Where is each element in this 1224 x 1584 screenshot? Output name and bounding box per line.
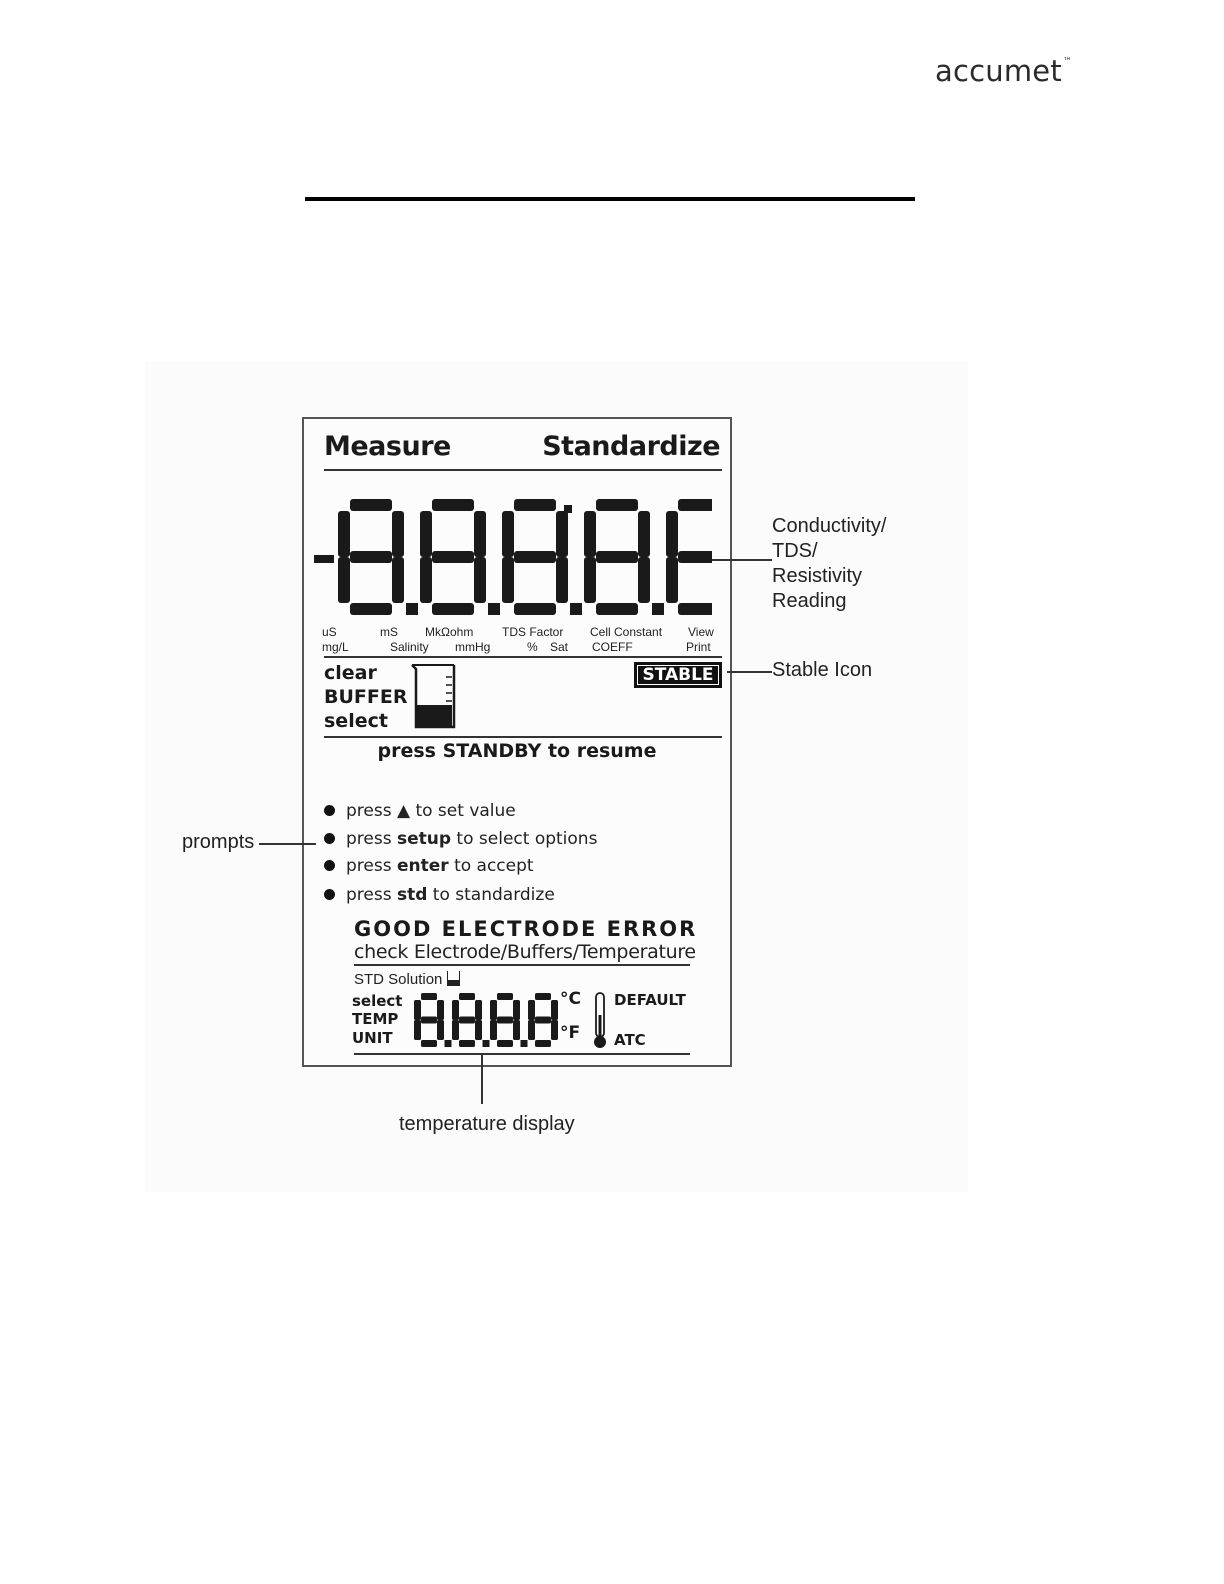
temp-digit-3-segment-f — [490, 1000, 497, 1020]
temp-digit-1-segment-f — [414, 1000, 421, 1020]
unit-sat: Sat — [550, 640, 569, 654]
main-digit-3-segment-d — [514, 603, 556, 615]
lcd-panel — [302, 417, 732, 1067]
fahrenheit-label: °F — [560, 1023, 581, 1043]
main-digit-2-segment-d — [432, 603, 474, 615]
temp-digit-4-segment-c — [551, 1020, 558, 1040]
select-temp-word: select — [352, 992, 403, 1010]
trademark-mark: ™ — [1062, 57, 1073, 67]
unit-coeff: COEFF — [592, 640, 633, 654]
main-decimal-point-2 — [488, 603, 500, 615]
temp-digit-2-segment-f — [452, 1000, 459, 1020]
main-digit-1-segment-b — [392, 511, 404, 557]
prompt-setup: press setup to select options — [324, 829, 597, 849]
check-electrode-text: check Electrode/Buffers/Temperature — [354, 941, 696, 963]
reading-leader-line — [712, 559, 772, 561]
temp-decimal-point-2 — [483, 1040, 490, 1047]
bullet-icon — [324, 860, 335, 871]
colon-top — [564, 505, 572, 513]
unit-ms: mS — [380, 625, 398, 639]
temp-decimal-point-3 — [521, 1040, 528, 1047]
temp-digit-3-segment-c — [513, 1020, 520, 1040]
temp-digit-4-segment-f — [528, 1000, 535, 1020]
electrode-status-label: GOOD ELECTRODE ERROR — [354, 917, 698, 941]
std-solution-label: STD Solution — [354, 971, 460, 988]
main-digit-4-segment-f — [584, 511, 596, 557]
temp-digit-4-segment-b — [551, 1000, 558, 1020]
temp-digit-1-segment-a — [421, 993, 437, 1000]
stable-icon: STABLE — [634, 662, 722, 688]
main-digit-3-segment-g — [514, 551, 556, 563]
header-rule — [305, 197, 915, 201]
beaker-icon — [410, 663, 458, 731]
unit-mgl: mg/L — [322, 640, 349, 654]
select-label: select — [324, 710, 388, 732]
temp-decimal-point-1 — [445, 1040, 452, 1047]
minus-segment — [314, 555, 334, 563]
temp-divider — [354, 1053, 690, 1055]
stable-icon-callout: Stable Icon — [772, 659, 873, 681]
temp-digit-2-segment-b — [475, 1000, 482, 1020]
unit-tds-factor: TDS Factor — [502, 625, 564, 639]
temp-digit-4-segment-g — [535, 1017, 551, 1024]
celsius-label: °C — [560, 989, 581, 1009]
main-seven-segment-display — [312, 499, 712, 624]
main-digits-group — [338, 499, 712, 615]
main-digit-3-segment-f — [502, 511, 514, 557]
temp-digit-2-segment-d — [459, 1040, 475, 1047]
resume-suffix: to resume — [541, 740, 657, 762]
accumet-logo — [935, 54, 1072, 88]
temp-word: TEMP — [352, 1010, 399, 1028]
main-digit-5-segment-e — [666, 557, 678, 603]
clear-label: clear — [324, 662, 377, 684]
temp-digit-1-segment-c — [437, 1020, 444, 1040]
reading-callout: Conductivity/ TDS/ Resistivity Reading — [772, 515, 887, 612]
temp-digit-1-segment-e — [414, 1020, 421, 1040]
unit-mkohm: MkΩohm — [425, 625, 474, 639]
temp-digit-1-segment-b — [437, 1000, 444, 1020]
main-digit-5-segment-f — [666, 511, 678, 557]
main-digit-3-segment-a — [514, 499, 556, 511]
main-digit-1-segment-a — [350, 499, 392, 511]
temp-digit-1-segment-d — [421, 1040, 437, 1047]
main-digit-4-segment-e — [584, 557, 596, 603]
main-digit-5-segment-a — [678, 499, 712, 511]
temp-digit-3-segment-g — [497, 1017, 513, 1024]
temp-digit-2-segment-e — [452, 1020, 459, 1040]
main-digit-4-segment-b — [638, 511, 650, 557]
prompts-leader-line — [259, 843, 316, 845]
check-divider — [354, 964, 690, 966]
measure-label: Measure — [324, 431, 451, 462]
temp-digit-2-segment-c — [475, 1020, 482, 1040]
default-label: DEFAULT — [614, 991, 686, 1009]
main-digit-2-segment-c — [474, 557, 486, 603]
temp-digit-2-segment-a — [459, 993, 475, 1000]
temperature-seven-segment-display — [412, 993, 568, 1051]
main-digit-1-segment-e — [338, 557, 350, 603]
main-digit-3-segment-b — [556, 511, 568, 557]
main-digit-3-segment-e — [502, 557, 514, 603]
resume-divider — [324, 736, 722, 738]
main-digit-4-segment-d — [596, 603, 638, 615]
main-digit-3-segment-c — [556, 557, 568, 603]
prompt-enter: press enter to accept — [324, 856, 534, 876]
main-digit-1-segment-f — [338, 511, 350, 557]
title-divider — [324, 469, 722, 471]
resume-prefix: press — [377, 740, 443, 762]
main-digit-2-segment-b — [474, 511, 486, 557]
atc-label: ATC — [614, 1031, 646, 1049]
main-decimal-point-4 — [652, 603, 664, 615]
main-digit-4-segment-a — [596, 499, 638, 511]
temp-digit-3-segment-e — [490, 1020, 497, 1040]
units-divider — [324, 656, 722, 658]
unit-percent: % — [527, 640, 538, 654]
standardize-label: Standardize — [542, 431, 720, 462]
thermometer-icon — [590, 991, 610, 1051]
main-digit-5-segment-g — [678, 551, 712, 563]
temp-digit-4-segment-a — [535, 993, 551, 1000]
bullet-icon — [324, 889, 335, 900]
main-digit-2-segment-a — [432, 499, 474, 511]
main-digit-5-segment-d — [678, 603, 712, 615]
temp-digits-group — [414, 993, 558, 1047]
temp-digit-3-segment-d — [497, 1040, 513, 1047]
main-digit-2-segment-f — [420, 511, 432, 557]
main-decimal-point-3 — [570, 603, 582, 615]
unit-word: UNIT — [352, 1029, 393, 1047]
unit-mmhg: mmHg — [455, 640, 491, 654]
stable-leader-line — [727, 671, 772, 673]
temperature-leader-line — [481, 1054, 483, 1104]
main-digit-1-segment-g — [350, 551, 392, 563]
small-beaker-icon — [447, 971, 460, 986]
temp-digit-4-segment-d — [535, 1040, 551, 1047]
prompts-callout: prompts — [182, 831, 255, 853]
main-digit-2-segment-g — [432, 551, 474, 563]
unit-cell-constant: Cell Constant — [590, 625, 663, 639]
resume-text — [304, 740, 730, 762]
unit-us: uS — [322, 625, 337, 639]
main-digit-4-segment-c — [638, 557, 650, 603]
main-decimal-point-1 — [406, 603, 418, 615]
main-digit-1-segment-c — [392, 557, 404, 603]
temp-digit-1-segment-g — [421, 1017, 437, 1024]
prompt-std: press std to standardize — [324, 885, 555, 905]
resume-key: STANDBY — [442, 740, 542, 762]
main-digit-2-segment-e — [420, 557, 432, 603]
temp-digit-4-segment-e — [528, 1020, 535, 1040]
up-arrow-icon: ▲ — [396, 801, 411, 821]
buffer-label: BUFFER — [324, 686, 408, 708]
bullet-icon — [324, 833, 335, 844]
main-digit-1-segment-d — [350, 603, 392, 615]
unit-salinity: Salinity — [390, 640, 429, 654]
temp-digit-2-segment-g — [459, 1017, 475, 1024]
bullet-icon — [324, 805, 335, 816]
temperature-callout: temperature display — [399, 1113, 575, 1135]
main-digit-4-segment-g — [596, 551, 638, 563]
unit-print: Print — [686, 640, 711, 654]
temp-digit-3-segment-b — [513, 1000, 520, 1020]
unit-view: View — [688, 625, 714, 639]
prompt-set-value: press ▲ to set value — [324, 801, 516, 821]
temp-digit-3-segment-a — [497, 993, 513, 1000]
logo-text: accumet — [935, 54, 1062, 88]
